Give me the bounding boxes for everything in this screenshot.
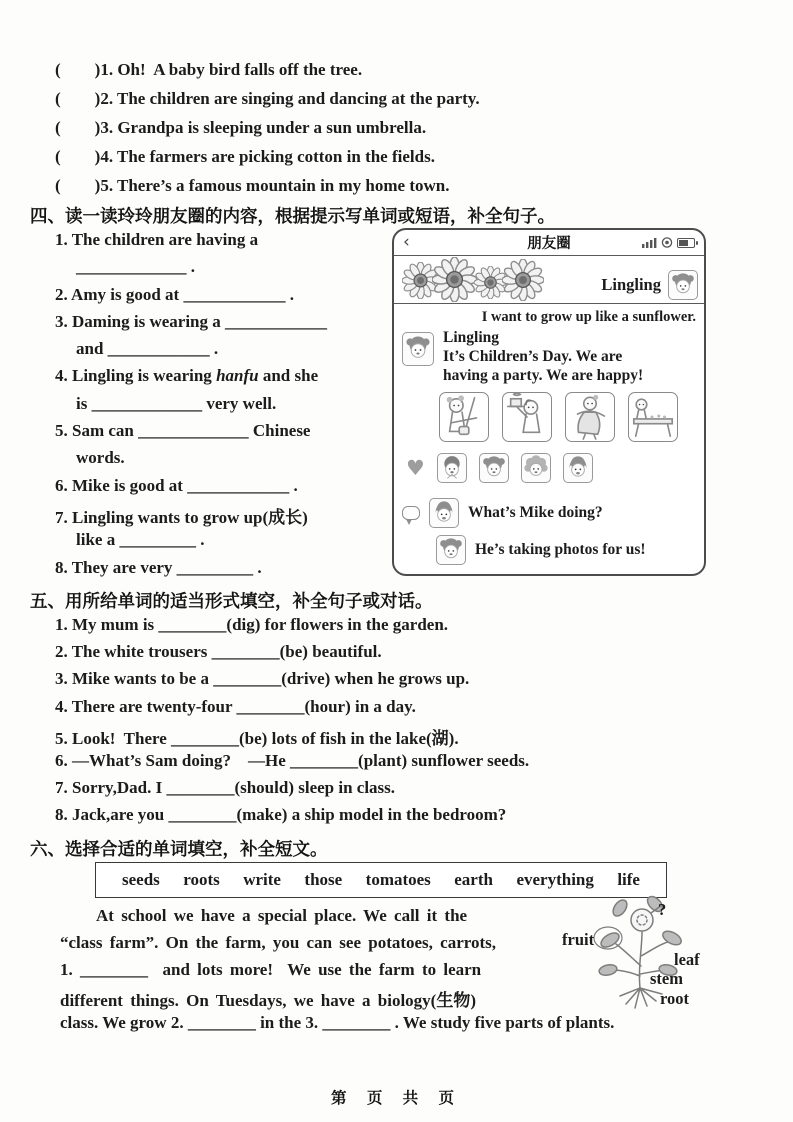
listening-item: ( )5. There’s a famous mountain in my home town. — [55, 176, 450, 195]
comment-avatar — [429, 498, 459, 528]
s4-item8: 8. They are very _________ . — [55, 557, 262, 577]
section5-title: 五、用所给单词的适当形式填空，补全句子或对话。 — [30, 591, 433, 611]
cover-area — [394, 256, 704, 304]
phone-status-icons — [642, 237, 695, 248]
like-avatar — [479, 453, 509, 483]
post-text-line1: It’s Children’s Day. We are — [443, 348, 623, 365]
s4-item3-line1: 3. Daming is wearing a ____________ — [55, 311, 327, 331]
comment-row — [394, 483, 704, 528]
s5-item: 7. Sorry,Dad. I ________(should) sleep in class. — [55, 778, 396, 798]
word-bank-word: life — [617, 870, 640, 889]
page-footer: 第 页 共 页 — [331, 1090, 462, 1107]
s5-item: 6. —What’s Sam doing? —He ________(plant) sunflower seeds. — [55, 750, 530, 770]
phone-header — [394, 230, 704, 256]
plant-label-root: root — [660, 989, 690, 1008]
s4-item4-line1: 4. Lingling is wearing hanfu and she — [55, 366, 319, 386]
listening-item: ( )4. The farmers are picking cotton in the fields. — [55, 147, 435, 166]
like-avatar — [437, 453, 467, 483]
comment-bubble-icon — [402, 506, 420, 520]
plant-label-flower-unknown: ? — [658, 900, 667, 919]
photo-boy-magic-dove — [502, 392, 552, 442]
comment-avatar — [436, 535, 466, 565]
italic-word-hanfu: hanfu — [216, 366, 259, 386]
section5-items — [55, 615, 735, 833]
listening-item: ( )1. Oh! A baby bird falls off the tree. — [55, 60, 363, 79]
passage-line: “class farm”. On the farm, you can see potatoes, carrots, — [60, 932, 497, 952]
s5-item: 3. Mike wants to be a ________(drive) when he grows up. — [55, 669, 470, 689]
s4-item3-line2: and ____________ . — [76, 339, 219, 359]
word-bank-word: write — [243, 870, 281, 889]
s5-item: 5. Look! There ________(be) lots of fish in the lake(湖). — [55, 728, 459, 748]
section6-title: 六、选择合适的单词填空，补全短文。 — [30, 839, 328, 859]
word-bank-word: seeds — [122, 870, 160, 889]
s5-item: 2. The white trousers ________(be) beautiful. — [55, 642, 382, 662]
comment-text: He’s taking photos for us! — [475, 541, 646, 558]
comment-row — [394, 528, 704, 565]
post-avatar — [402, 332, 434, 366]
sunflower-cover-image — [402, 257, 562, 302]
battery-icon — [677, 238, 695, 248]
plant-diagram — [560, 886, 735, 1021]
passage-line: class. We grow 2. ________ in the 3. ________ . We study five parts of plants. — [60, 1013, 615, 1033]
passage-line: different things. On Tuesdays, we have a biology(生物) — [60, 991, 476, 1011]
s4-item1-line1: 1. The children are having a — [55, 230, 259, 249]
s4-item4-line2: is _____________ very well. — [76, 393, 277, 413]
s5-item: 1. My mum is ________(dig) for flowers in the garden. — [55, 615, 449, 634]
s4-item5-line1: 5. Sam can _____________ Chinese — [55, 421, 311, 441]
post-text-line2: having a party. We are happy! — [443, 367, 644, 384]
listening-item: ( )2. The children are singing and dancing at the party. — [55, 89, 480, 108]
word-bank-word: tomatoes — [365, 870, 431, 889]
moments-phone-mockup — [392, 228, 706, 576]
listening-item: ( )3. Grandpa is sleeping under a sun umbrella. — [55, 118, 427, 137]
plant-sketch — [560, 886, 735, 1021]
plant-label-leaf: leaf — [674, 950, 700, 969]
passage-line: 1. ________ and lots more! We use the farm to learn — [60, 959, 482, 979]
word-bank-word: everything — [516, 870, 594, 889]
phone-title: 朋友圈 — [527, 236, 571, 252]
s5-item: 8. Jack,are you ________(make) a ship model in the bedroom? — [55, 805, 507, 825]
section4-title: 四、读一读玲玲朋友圈的内容，根据提示写单词或短语，补全句子。 — [30, 206, 555, 226]
photo-girl-dancing — [565, 392, 615, 442]
like-avatar — [521, 453, 551, 483]
s4-item2: 2. Amy is good at ____________ . — [55, 284, 294, 304]
plant-label-stem: stem — [650, 969, 683, 988]
word-bank-word: those — [304, 870, 343, 889]
plant-label-fruit: fruit — [562, 930, 595, 949]
listening-section — [55, 60, 480, 205]
s4-item7-line1: 7. Lingling wants to grow up(成长) — [55, 507, 308, 527]
profile-avatar — [668, 270, 698, 300]
back-chevron-icon: ‹ — [403, 232, 410, 252]
photo-girl-playing-erhu — [439, 392, 489, 442]
signal-icon — [642, 237, 657, 248]
s5-item: 4. There are twenty-four ________(hour) in a day. — [55, 696, 416, 716]
comment-text: What’s Mike doing? — [468, 504, 603, 521]
photo-boy-at-table — [628, 392, 678, 442]
s4-item1-blank: _____________ . — [76, 257, 195, 277]
s4-item7-line2: like a _________ . — [76, 530, 205, 550]
like-avatar — [563, 453, 593, 483]
profile-name: Lingling — [601, 275, 661, 294]
camera-icon — [661, 237, 673, 248]
post-author: Lingling — [443, 329, 499, 346]
passage-line: At school we have a special place. We call it the — [96, 906, 468, 925]
s4-item5-line2: words. — [76, 448, 125, 468]
section4-items — [55, 230, 400, 585]
moments-post — [394, 326, 704, 385]
signature-text: I want to grow up like a sunflower. — [481, 309, 696, 325]
likes-row — [394, 442, 704, 483]
s4-item6: 6. Mike is good at ____________ . — [55, 475, 298, 495]
post-photos — [394, 385, 704, 442]
word-bank-word: earth — [454, 870, 493, 889]
word-bank-word: roots — [183, 870, 220, 889]
heart-like-icon: ♥ — [406, 455, 425, 480]
